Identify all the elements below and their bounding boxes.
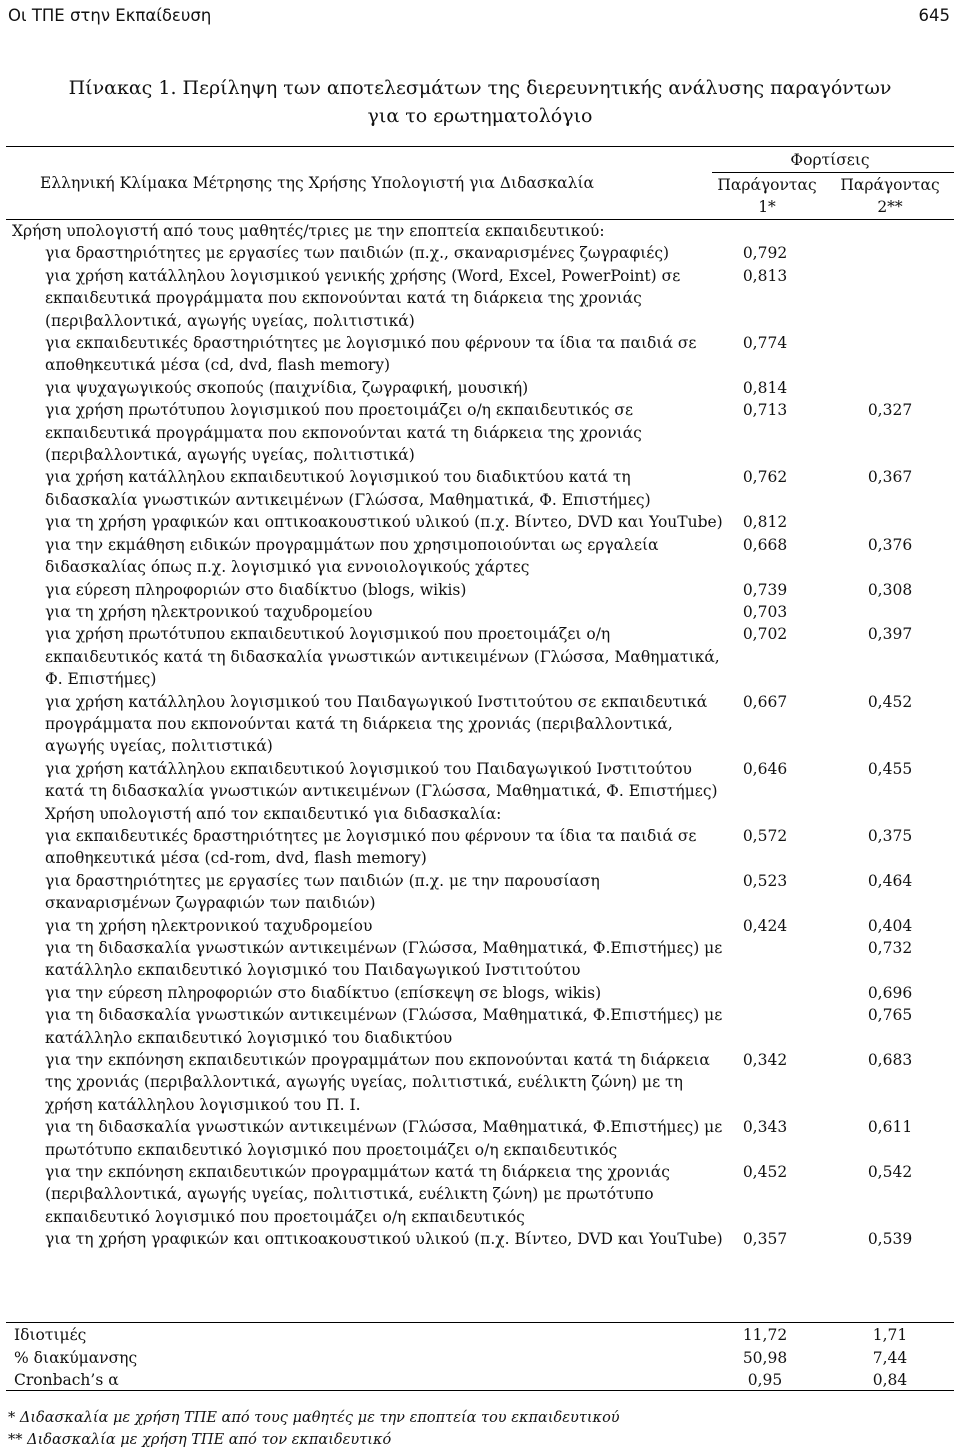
item-text: για χρήση πρωτότυπου εκπαιδευτικού λογισμικού που προετοιμάζει ο/η εκπαιδευτικός κατά τη διδασκαλία γνωστικών αντικειμένων (Γλώσσα, Μαθηματικά, Φ. Επιστήμες) (45, 625, 720, 689)
factor1-loading: 0,523 (742, 871, 788, 890)
item-text: για τη χρήση γραφικών και οπτικοακουστικού υλικού (π.χ. Βίντεο, DVD και YouTube) (45, 1230, 723, 1249)
factor2-loading: 0,464 (867, 871, 913, 890)
item-text: για χρήση κατάλληλου εκπαιδευτικού λογισμικού του διαδικτύου κατά τη διδασκαλία γνωστικών αντικειμένων (Γλώσσα, Μαθηματικά, Φ. Επιστήμες) (45, 468, 651, 509)
item-text: Χρήση υπολογιστή από τον εκπαιδευτικό για διδασκαλία: (45, 804, 502, 823)
summary-row (0, 1347, 960, 1369)
factor1-loading: 0,713 (742, 401, 788, 420)
factor2-loading: 0,732 (867, 939, 913, 957)
factor2-label: Παράγοντας (840, 176, 940, 194)
factor2-loading: 0,397 (867, 625, 913, 644)
summary-factor2: 7,44 (872, 1348, 908, 1367)
factor1-loading: 0,343 (742, 1118, 788, 1137)
factor1-loading: 0,792 (742, 244, 788, 263)
summary-factor1: 11,72 (742, 1326, 788, 1344)
factor1-loading: 0,813 (742, 266, 788, 285)
factor2-loading: 0,611 (867, 1118, 913, 1137)
item-text: για χρήση κατάλληλου λογισμικού γενικής χρήσης (Word, Excel, PowerPoint) σε εκπαιδευτικά προγράμματα που εκπονούνται κατά τη διάρκεια της χρονιάς (περιβαλλοντικά, αγωγής υγείας, πολιτιστικά) (45, 266, 681, 330)
factor2-loading: 0,327 (867, 401, 913, 420)
summary-factor2: 1,71 (872, 1326, 908, 1344)
table-row (0, 377, 960, 399)
table-row (0, 982, 960, 1004)
factor1-loading: 0,814 (742, 378, 788, 397)
table-top-rule (6, 146, 954, 147)
table-row (0, 332, 960, 377)
factor1-loading: 0,762 (742, 468, 788, 487)
table-row (0, 601, 960, 623)
table-title: Πίνακας 1. Περίληψη των αποτελεσμάτων της διερευνητικής ανάλυσης παραγόντων (68, 77, 892, 99)
factor2-loading: 0,452 (867, 692, 913, 711)
factor1-loading: 0,739 (742, 580, 788, 599)
journal-title: Οι ΤΠΕ στην Εκπαίδευση (8, 6, 212, 25)
table-row (0, 1116, 960, 1161)
loadings-header: Φορτίσεις (790, 151, 870, 169)
factor1-loading: 0,667 (742, 692, 788, 711)
table-row (0, 691, 960, 758)
summary-label: Cronbach’s α (14, 1371, 119, 1389)
table-row (0, 758, 960, 803)
item-text: για εύρεση πληροφοριών στο διαδίκτυο (blogs, wikis) (45, 580, 467, 599)
table-row (0, 399, 960, 466)
factor1-loading: 0,703 (742, 602, 788, 621)
factor1-loading: 0,572 (742, 826, 788, 845)
loadings-rule (712, 172, 954, 173)
table-category-row (0, 220, 960, 242)
item-text: για τη διδασκαλία γνωστικών αντικειμένων (Γλώσσα, Μαθηματικά, Φ.Επιστήμες) με κατάλληλο εκπαιδευτικό λογισμικό του Παιδαγωγικού Ινστιτούτου (45, 939, 723, 980)
table-title-line2: για το ερωτηματολόγιο (367, 105, 593, 127)
factor1-loading: 0,668 (742, 535, 788, 554)
table-row (0, 623, 960, 690)
table-row (0, 870, 960, 915)
factor2-loading: 0,696 (867, 983, 913, 1002)
factor1-label: Παράγοντας (717, 176, 817, 194)
footnote-1: * Διδασκαλία με χρήση ΤΠΕ από τους μαθητές με την εποπτεία του εκπαιδευτικού (8, 1410, 620, 1426)
summary-row (0, 1369, 960, 1391)
scale-name-header: Ελληνική Κλίμακα Μέτρησης της Χρήσης Υπολογιστή για Διδασκαλία (40, 174, 595, 192)
item-text: για χρήση πρωτότυπου λογισμικού που προετοιμάζει ο/η εκπαιδευτικός σε εκπαιδευτικά προγράμματα που εκπονούνται κατά τη διάρκεια της χρονιάς (περιβαλλοντικά, αγωγής υγείας, πολιτιστικά) (45, 401, 642, 465)
factor2-loading: 0,367 (867, 468, 913, 487)
factor1-loading: 0,774 (742, 334, 788, 353)
item-text: για τη διδασκαλία γνωστικών αντικειμένων (Γλώσσα, Μαθηματικά, Φ.Επιστήμες) με κατάλληλο εκπαιδευτικό λογισμικό του διαδικτύου (45, 1006, 723, 1047)
table-row (0, 1161, 960, 1228)
item-text: για τη διδασκαλία γνωστικών αντικειμένων (Γλώσσα, Μαθηματικά, Φ.Επιστήμες) με πρωτότυπο εκπαιδευτικό λογισμικό που προετοιμάζει ο/η εκπαιδευτικός (45, 1118, 723, 1159)
factor2-loading: 0,539 (867, 1230, 913, 1249)
item-text: για τη χρήση ηλεκτρονικού ταχυδρομείου (45, 602, 373, 621)
factor2-loading: 0,375 (867, 826, 913, 845)
table-bottom-rule (6, 1390, 954, 1391)
summary-label: % διακύμανσης (14, 1348, 138, 1367)
item-text: για χρήση κατάλληλου εκπαιδευτικού λογισμικού του Παιδαγωγικού Ινστιτούτου κατά τη διδασκαλία γνωστικών αντικειμένων (Γλώσσα, Μαθηματικά, Φ. Επιστήμες) (45, 759, 718, 801)
table-row (0, 579, 960, 601)
table-row (0, 265, 960, 332)
factor1-header (707, 174, 827, 218)
factor2-loading: 0,308 (867, 580, 913, 599)
factor2-loading: 0,542 (867, 1163, 913, 1182)
item-text: Χρήση υπολογιστή από τους μαθητές/τριες με την εποπτεία εκπαιδευτικού: (12, 222, 605, 240)
factor2-loading: 0,683 (867, 1051, 913, 1070)
item-text: για δραστηριότητες με εργασίες των παιδιών (π.χ. με την παρουσίαση σκαναρισμένων ζωγραφιών των παιδιών) (45, 871, 600, 913)
summary-factor1: 50,98 (742, 1348, 788, 1367)
table-row (0, 511, 960, 533)
factor2-number: 2** (877, 198, 903, 216)
summary-rule (6, 1322, 954, 1323)
footnote-2: ** Διδασκαλία με χρήση ΤΠΕ από τον εκπαιδευτικό (8, 1432, 392, 1448)
running-header (8, 6, 950, 30)
item-text: για δραστηριότητες με εργασίες των παιδιών (π.χ., σκαναρισμένες ζωγραφιές) (45, 244, 670, 263)
factor2-loading: 0,455 (867, 759, 913, 778)
summary-label: Ιδιοτιμές (14, 1326, 87, 1344)
factor1-loading: 0,452 (742, 1163, 788, 1182)
table-row (0, 466, 960, 511)
factor1-loading: 0,342 (742, 1051, 788, 1070)
summary-factor1: 0,95 (747, 1371, 783, 1389)
factor1-loading: 0,812 (742, 513, 788, 532)
factor1-loading: 0,357 (742, 1230, 788, 1249)
factor2-header (830, 174, 950, 218)
item-text: για ψυχαγωγικούς σκοπούς (παιχνίδια, ζωγραφική, μουσική) (45, 378, 529, 397)
item-text: για εκπαιδευτικές δραστηριότητες με λογισμικό που φέρνουν τα ίδια τα παιδιά σε αποθηκευτικά μέσα (cd, dvd, flash memory) (45, 334, 697, 375)
page-number: 645 (918, 6, 950, 25)
table-row (0, 534, 960, 579)
summary-row (0, 1324, 960, 1346)
item-text: για την εύρεση πληροφοριών στο διαδίκτυο (επίσκεψη σε blogs, wikis) (45, 983, 602, 1002)
table-row (0, 1049, 960, 1116)
item-text: για την εκμάθηση ειδικών προγραμμάτων που χρησιμοποιούνται ως εργαλεία διδασκαλίας όπως π.χ. λογισμικό για εννοιολογικούς χάρτες (45, 535, 659, 577)
factor2-loading: 0,376 (867, 535, 913, 554)
table-category-row (0, 803, 960, 825)
factor2-loading: 0,404 (867, 916, 913, 935)
item-text: για εκπαιδευτικές δραστηριότητες με λογισμικό που φέρνουν τα ίδια τα παιδιά σε αποθηκευτικά μέσα (cd-rom, dvd, flash memory) (45, 826, 697, 868)
item-text: για τη χρήση γραφικών και οπτικοακουστικού υλικού (π.χ. Βίντεο, DVD και YouTube) (45, 513, 723, 532)
table-row (0, 825, 960, 870)
table-row (0, 1004, 960, 1049)
item-text: για την εκπόνηση εκπαιδευτικών προγραμμάτων κατά τη διάρκεια της χρονιάς (περιβαλλοντικά, αγωγής υγείας, πολιτιστικά, ευέλικτη ζώνη) με πρωτότυπο εκπαιδευτικό λογισμικό που προετοιμάζει ο/η εκπαιδευτικός (45, 1163, 670, 1226)
factor1-loading: 0,424 (742, 916, 788, 935)
table-row (0, 915, 960, 937)
factor1-loading: 0,646 (742, 759, 788, 778)
factor2-loading: 0,765 (867, 1006, 913, 1025)
item-text: για την εκπόνηση εκπαιδευτικών προγραμμάτων που εκπονούνται κατά τη διάρκεια της χρονιάς (περιβαλλοντικά, αγωγής υγείας, πολιτιστικά, ευέλικτη ζώνη) με τη χρήση κατάλληλου λογισμικού του Π. Ι. (45, 1051, 710, 1114)
item-text: για τη χρήση ηλεκτρονικού ταχυδρομείου (45, 916, 373, 935)
factor1-number: 1* (758, 198, 776, 216)
item-text: για χρήση κατάλληλου λογισμικού του Παιδαγωγικού Ινστιτούτου σε εκπαιδευτικά προγράμματα που εκπονούνται κατά τη διάρκεια της χρονιάς (περιβαλλοντικά, αγωγής υγείας, πολιτιστικά) (45, 692, 708, 756)
summary-factor2: 0,84 (872, 1371, 908, 1389)
table-row (0, 937, 960, 982)
table-row (0, 242, 960, 264)
table-row (0, 1228, 960, 1250)
factor1-loading: 0,702 (742, 625, 788, 644)
table-body (0, 220, 960, 1251)
